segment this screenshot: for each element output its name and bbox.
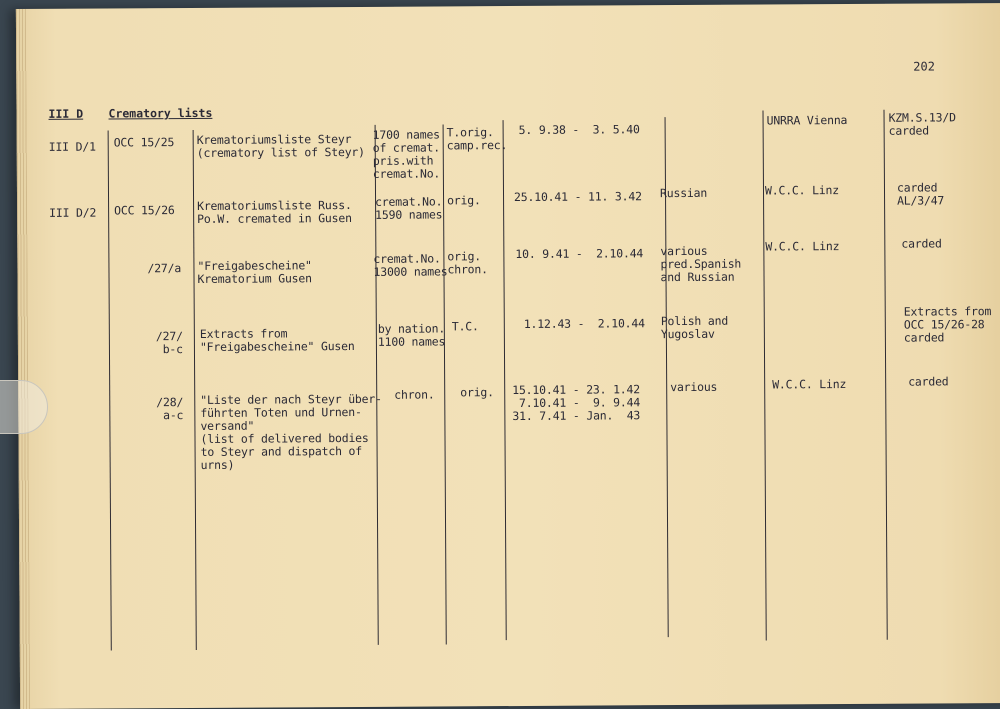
- original-type: orig. chron.: [447, 249, 488, 277]
- column-rule: [884, 110, 889, 640]
- file-number: OCC 15/26: [114, 203, 175, 218]
- date-range: 25.10.41 - 11. 3.42: [513, 189, 642, 205]
- ledger-page: [16, 3, 1000, 709]
- date-range: 1.12.43 - 2.10.44: [523, 316, 645, 331]
- date-range: 5. 9.38 - 3. 5.40: [518, 122, 640, 137]
- card-status: Extracts from OCC 15/26-28 carded: [903, 304, 992, 345]
- date-range: 10. 9.41 - 2.10.44: [515, 246, 644, 262]
- page-edge: [16, 9, 30, 709]
- entry-id: III D/2: [49, 205, 97, 220]
- location: W.C.C. Linz: [765, 239, 840, 254]
- file-number: /27/a: [147, 261, 182, 276]
- column-rule: [503, 120, 508, 640]
- file-number: /28/ a-c: [156, 395, 184, 423]
- entry-title: "Freigabescheine" Krematorium Gusen: [197, 258, 312, 286]
- source-header: UNRRA Vienna: [766, 112, 848, 128]
- nationality: various: [670, 379, 718, 395]
- original-type: T.orig. camp.rec.: [446, 125, 508, 153]
- card-status: carded: [901, 236, 942, 251]
- ref-status: carded: [888, 123, 930, 138]
- original-type: orig.: [447, 193, 481, 208]
- quantity: by nation. 1100 names: [377, 321, 446, 349]
- section-code: III D: [48, 106, 84, 121]
- column-rule: [108, 130, 113, 650]
- card-status: carded: [908, 374, 949, 389]
- card-status: carded AL/3/47: [896, 180, 945, 208]
- location: W.C.C. Linz: [772, 376, 847, 392]
- section-title: Crematory lists: [108, 105, 213, 121]
- quantity: 1700 names of cremat. pris.with cremat.No.: [372, 127, 441, 181]
- file-number: OCC 15/25: [113, 135, 175, 150]
- nationality: Polish and Yugoslav: [660, 313, 729, 342]
- entry-title: "Liste der nach Steyr über- führten Toten und Urnen- versand" (list of delivered bodies to Steyr and dispatch of urns): [200, 391, 382, 472]
- file-number: /27/ b-c: [155, 329, 183, 357]
- quantity: cremat.No. 13000 names: [373, 251, 448, 279]
- ref-header: KZM.S.13/D: [888, 110, 956, 125]
- date-range: 15.10.41 - 23. 1.42 7.10.41 - 9. 9.44 31. 7.41 - Jan. 43: [512, 382, 641, 424]
- original-type: orig.: [460, 385, 494, 400]
- entry-title: Krematoriumsliste Russ. Po.W. cremated in Gusen: [197, 198, 352, 226]
- page-number: 202: [913, 59, 935, 74]
- original-type: T.C.: [451, 319, 479, 334]
- quantity: cremat.No. 1590 names: [375, 194, 443, 222]
- nationality: Russian: [659, 185, 708, 201]
- entry-id: III D/1: [48, 139, 96, 154]
- location: W.C.C. Linz: [764, 183, 840, 198]
- quantity: chron.: [394, 387, 435, 402]
- entry-title: Extracts from "Freigabescheine" Gusen: [199, 326, 355, 354]
- entry-title: Krematoriumsliste Steyr (crematory list of Steyr): [196, 132, 365, 160]
- nationality: various pred.Spanish and Russian: [660, 243, 742, 285]
